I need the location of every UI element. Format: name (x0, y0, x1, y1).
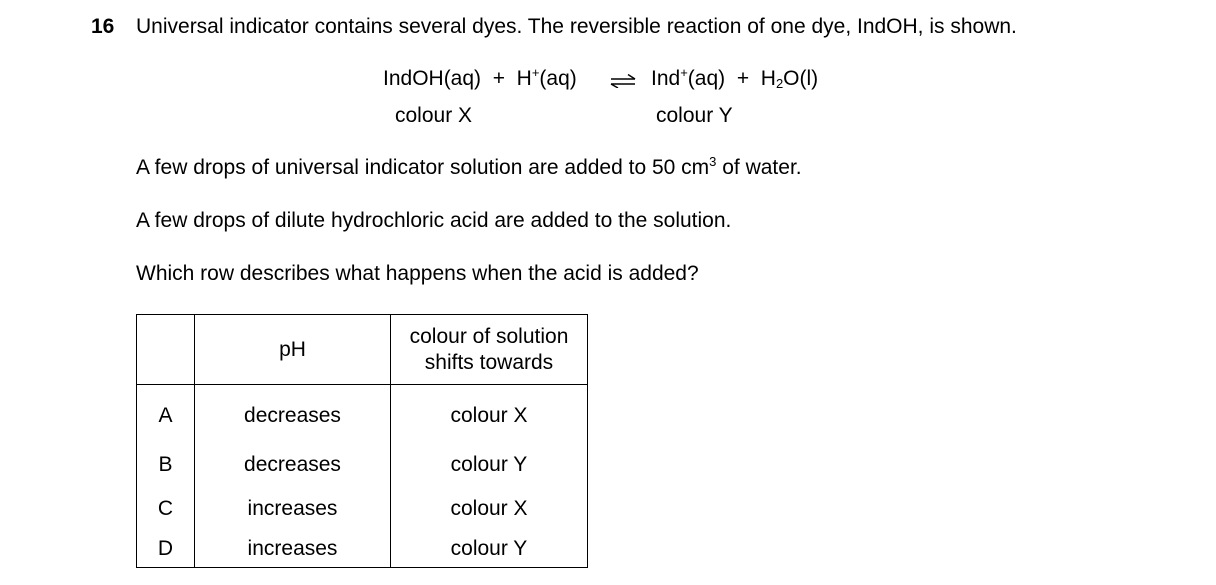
question-number: 16 (91, 15, 115, 38)
plus-sign: + (492, 67, 505, 90)
option-colour: colour X (391, 487, 588, 531)
product-water: $H_2O(l)$ (760, 67, 819, 91)
question-prompt: Which row describes what happens when the acid is added? (136, 262, 699, 285)
equation-left (383, 67, 577, 91)
colour-y-label: colour Y (656, 104, 733, 127)
question-text: Universal indicator contains several dyes. The reversible reaction of one dye, IndOH, is shown. (136, 15, 1017, 38)
reactant-h-plus: H+(aq) (516, 65, 577, 90)
equation-right (651, 67, 818, 91)
option-letter: C (137, 487, 195, 531)
header-blank (137, 315, 195, 385)
option-ph: decreases (195, 385, 391, 444)
table-row[interactable] (137, 531, 588, 568)
option-colour: colour Y (391, 443, 588, 487)
paragraph-water: A few drops of universal indicator solution are added to 50 $cm^3$ of water. (136, 154, 802, 179)
plus-sign: + (736, 67, 750, 90)
equilibrium-arrow-icon (609, 74, 637, 88)
table-header-row (137, 315, 588, 385)
option-colour: colour Y (391, 531, 588, 568)
paragraph-acid: A few drops of dilute hydrochloric acid are added to the solution. (136, 209, 732, 232)
option-letter: D (137, 531, 195, 568)
option-letter: B (137, 443, 195, 487)
option-letter: A (137, 385, 195, 444)
option-ph: increases (195, 487, 391, 531)
product-ind-plus: Ind+(aq) (651, 65, 726, 90)
header-ph: pH (195, 315, 391, 385)
option-colour: colour X (391, 385, 588, 444)
option-ph: increases (195, 531, 391, 568)
table-row[interactable] (137, 487, 588, 531)
colour-x-label: colour X (395, 104, 473, 127)
table-row[interactable] (137, 385, 588, 444)
answer-table (136, 314, 588, 568)
header-colour: colour of solution shifts towards (391, 315, 588, 385)
option-ph: decreases (195, 443, 391, 487)
table-row[interactable] (137, 443, 588, 487)
reactant-indoh: IndOH(aq) (383, 67, 482, 90)
